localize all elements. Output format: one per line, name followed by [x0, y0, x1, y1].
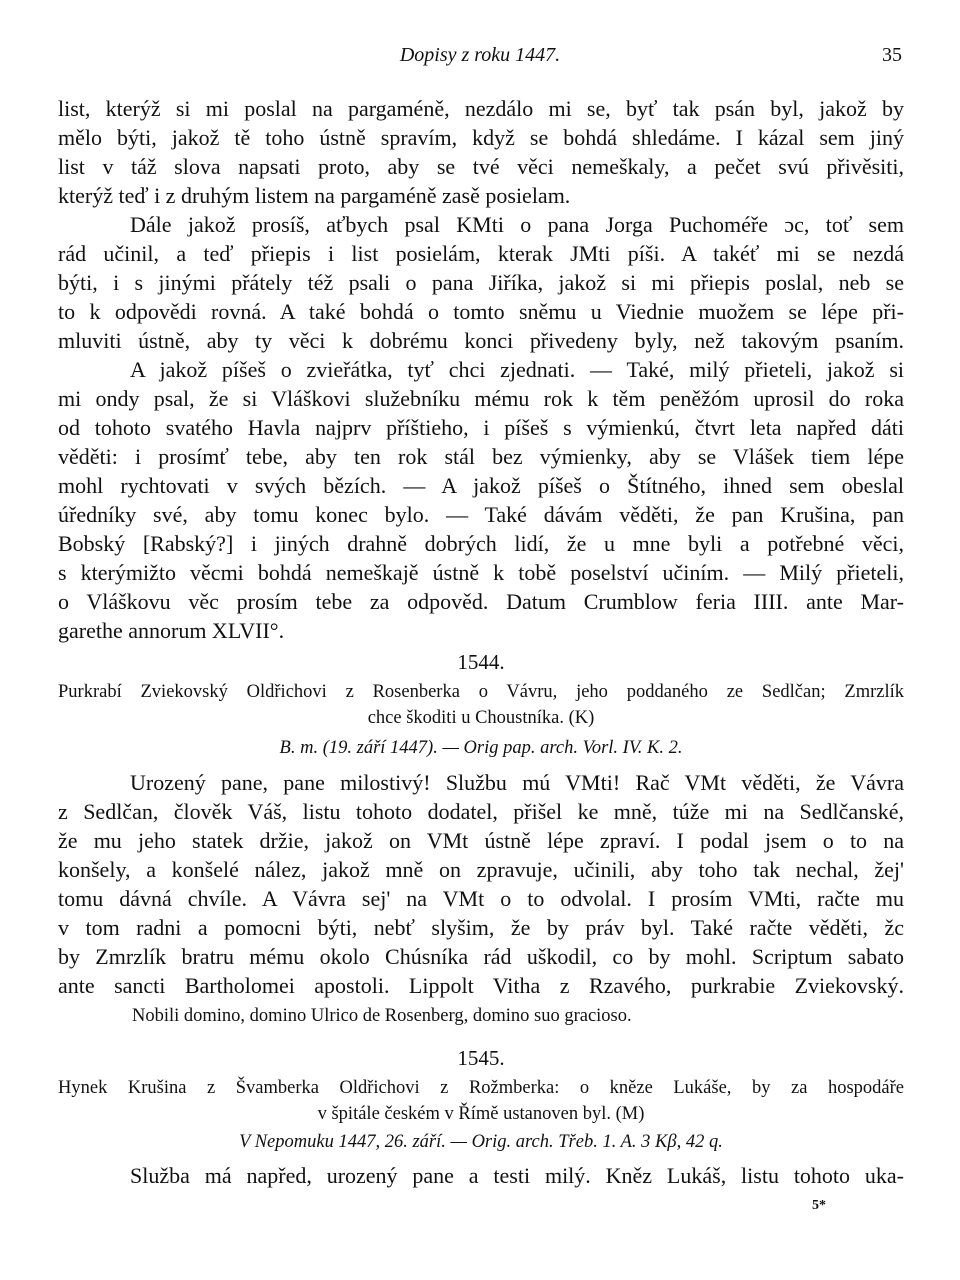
text-line: mělo býti, jakož tě toho ústně spravím, když se bohdá shledáme. I kázal sem jiný — [58, 125, 904, 150]
regest-line: Purkrabí Zviekovský Oldřichovi z Rosenberka o Vávru, jeho poddaného ze Sedlčan; Zmrzlík — [58, 682, 904, 702]
text-line: mohl rychtovati v svých bězích. — A jakož píšeš o Štítného, ihned sem obeslal — [58, 473, 904, 498]
text-line: konšely, a konšelé nález, jakož mně on zpravuje, učinili, aby toho tak nechal, žej' — [58, 857, 904, 882]
document-number: 1544. — [457, 650, 505, 674]
regest-line: Hynek Krušina z Švamberka Oldřichovi z Rožmberka: o kněze Lukáše, by za hospodáře — [58, 1078, 904, 1098]
text-line: Služba má napřed, urozený pane a testi milý. Kněz Lukáš, listu tohoto uka- — [130, 1163, 904, 1188]
document-number: 1545. — [457, 1046, 505, 1070]
text-line: od tohoto svatého Havla najprv příštieho, i píšeš s výmienkú, čtvrt leta napřed dáti — [58, 415, 904, 440]
text-line: že mu jeho statek držie, jakož on VMt ústně lépe zpraví. I podal jsem o to na — [58, 828, 904, 853]
address-line: Nobili domino, domino Ulrico de Rosenberg, domino suo gracioso. — [132, 1006, 632, 1026]
text-line: úředníky své, aby tomu konec bylo. — Také dávám věděti, že pan Krušina, pan — [58, 502, 904, 527]
text-line: Urozený pane, pane milostivý! Službu mú VMti! Rač VMt věděti, že Vávra — [130, 770, 904, 795]
regest-line: v špitále českém v Římě ustanoven byl. (M) — [317, 1104, 645, 1124]
text-line: mluviti ústně, aby ty věci k dobrému konci přivedeny byly, než takovým psaním. — [58, 328, 904, 353]
text-line: o Vláškovu věc prosím tebe za odpověd. Datum Crumblow feria IIII. ante Mar- — [58, 589, 904, 614]
text-line: Bobský [Rabský?] i jiných drahně dobrých lidí, že u mne byli a potřebné věci, — [58, 531, 904, 556]
text-line: ante sancti Bartholomei apostoli. Lippolt Vitha z Rzavého, purkrabie Zviekovský. — [58, 973, 904, 998]
text-line: mi ondy psal, že si Vláškovi služebníku mému rok k těm peněžóm uprosil do roka — [58, 386, 904, 411]
text-line: v tom radni a pomocni býti, nebť slyšim, že by práv byl. Také račte věděti, žc — [58, 915, 904, 940]
text-line: list, kterýž si mi poslal na pargaméně, nezdálo mi se, byť tak psán byl, jakož by — [58, 96, 904, 121]
signature-mark: 5* — [812, 1198, 826, 1213]
text-line: A jakož píšeš o zvieřátka, tyť chci zjednati. — Také, milý přieteli, jakož si — [130, 357, 904, 382]
text-line: rád učinil, a teď přiepis i list posielám, kterak JMti píši. A takéť mi se nezdá — [58, 241, 904, 266]
text-line: list v táž slova napsati proto, aby se tvé věci nemeškaly, a pečet svú přivěsiti, — [58, 154, 904, 179]
running-title: Dopisy z roku 1447. — [399, 44, 561, 66]
text-line: kterýž teď i z druhým listem na pargaméně zasě posielam. — [58, 183, 571, 208]
text-line: by Zmrzlík bratru mému okolo Chúsníka rád uškodil, co by mohl. Scriptum sabato — [58, 944, 904, 969]
page-number: 35 — [882, 44, 902, 66]
text-line: Dále jakož prosíš, aťbych psal KMti o pana Jorga Puchoméře ɔc, toť sem — [130, 212, 904, 237]
text-line: garethe annorum XLVII°. — [58, 618, 285, 643]
text-line: býti, i s jinými přátely též psali o pana Jiříka, jakož si mi přiepis poslal, neb se — [58, 270, 904, 295]
source-note: V Nepomuku 1447, 26. září. — Orig. arch. Třeb. 1. A. 3 Kβ, 42 q. — [239, 1132, 723, 1152]
text-line: věděti: i prosímť tebe, aby ten rok stál bez výmienky, aby se Vlášek tiem lépe — [58, 444, 904, 469]
text-line: s kterýmižto věcmi bohdá nemeškajě ústně k tobě poselství učiním. — Milý přieteli, — [58, 560, 904, 585]
text-line: tomu dávná chvíle. A Vávra sej' na VMt o to odvolal. I prosím VMti, račte mu — [58, 886, 904, 911]
source-note: B. m. (19. září 1447). — Orig pap. arch. Vorl. IV. K. 2. — [279, 738, 683, 758]
regest-line: chce škoditi u Choustníka. (K) — [367, 708, 595, 728]
text-line: z Sedlčan, člověk Váš, listu tohoto dodatel, přišel ke mně, túže mi na Sedlčanské, — [58, 799, 904, 824]
text-line: to k odpovědi rovná. A také bohdá o tomto sněmu u Viednie muožem se lépe při- — [58, 299, 904, 324]
